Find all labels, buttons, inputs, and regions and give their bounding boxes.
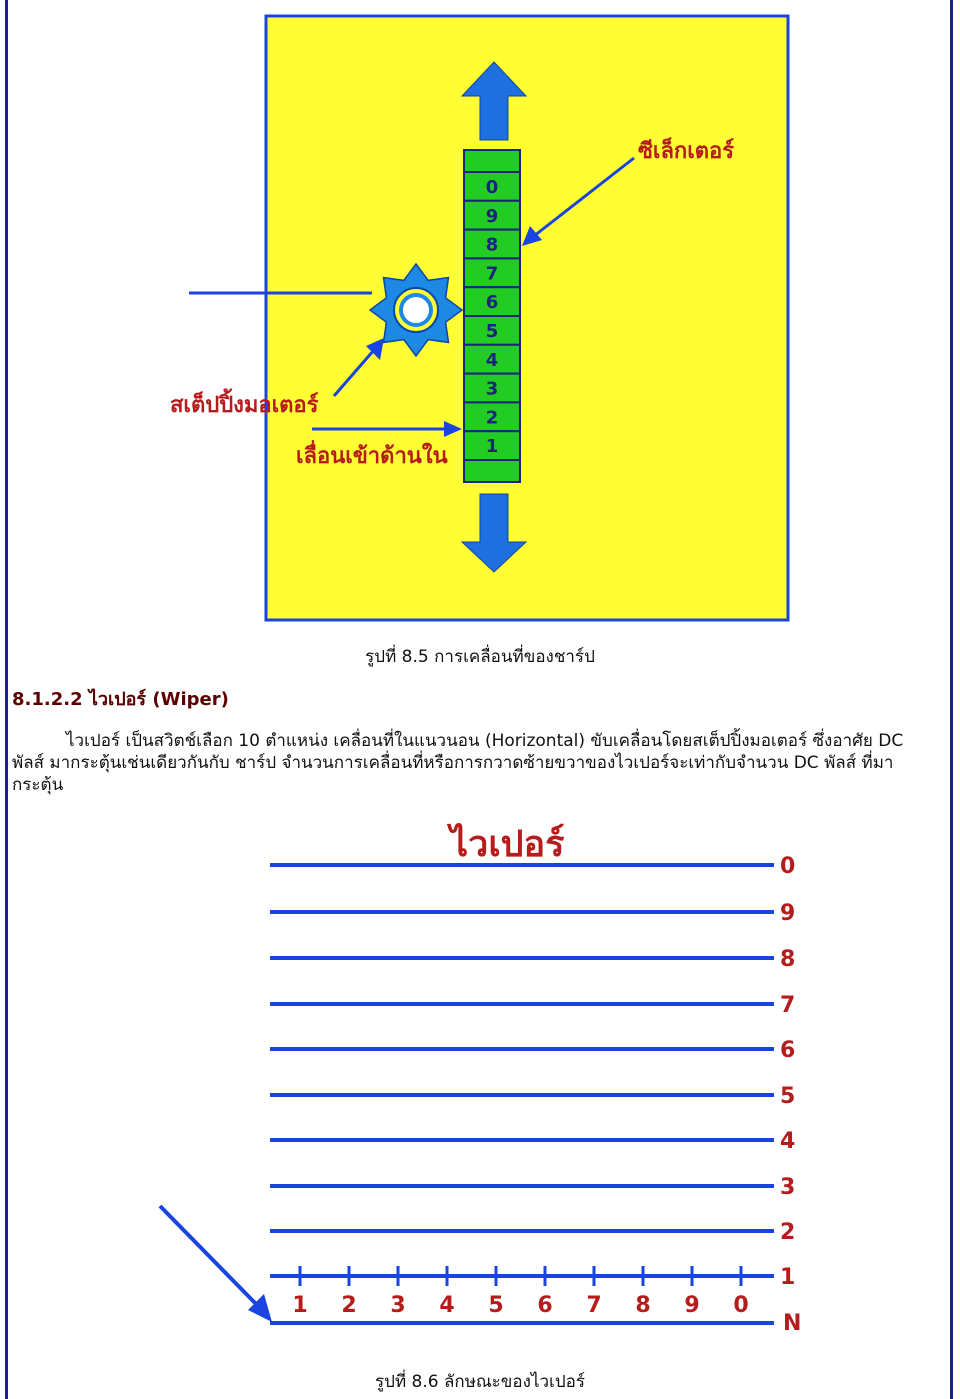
wiper-tick-label: 8 [635,1293,651,1318]
selector-digit: 9 [485,205,499,227]
selector-label: ซีเล็กเตอร์ [638,139,735,164]
wiper-line-label: 9 [780,901,796,926]
wiper-line-label: 5 [780,1084,796,1109]
wiper-line-label: 8 [780,947,796,972]
figure-wiper [0,800,960,1360]
stepping-motor-gear-icon [370,264,462,356]
wiper-line-label: 4 [780,1129,796,1154]
wiper-line-label: 0 [780,854,796,879]
selector-column [464,150,520,482]
slide-in-label: เลื่อนเข้าด้านใน [296,444,448,469]
wiper-pointer-line [160,1206,258,1306]
wiper-tick-label: 0 [733,1293,749,1318]
section-heading: 8.1.2.2 ไวเปอร์ (Wiper) [12,689,229,710]
wiper-title: ไวเปอร์ [450,824,565,865]
selector-digit: 5 [485,321,499,342]
wiper-tick-label: 9 [684,1293,700,1318]
wiper-line-label: 6 [780,1038,796,1063]
wiper-tick-label: 5 [488,1293,504,1318]
wiper-tick-label: 2 [341,1293,357,1318]
wiper-bottom-label: N [783,1311,802,1336]
selector-digit: 7 [485,263,499,285]
figure-background [266,16,788,620]
wiper-tick-label: 6 [537,1293,553,1318]
wiper-tick-label: 3 [390,1293,406,1318]
section-paragraph: ไวเปอร์ เป็นสวิตช์เลือก 10 ตำแหน่ง เคลื่อนที่ในแนวนอน (Horizontal) ขับเคลื่อนโดยสเต็ปปิ้งมอเตอร์ ซึ่งอาศัย DC พัลส์ มากระตุ้นเช่นเดียวกันกับ ชาร์ป จำนวนการเคลื่อนที่หรือการกวาดซ้ายขวาของไวเปอร์จะเท่ากับจำนวน DC พัลส์ ที่มากระตุ้น [12,731,904,795]
wiper-line-label: 1 [780,1265,796,1290]
selector-digit: 4 [485,349,499,371]
stepping-motor-label: สเต็ปปิ้งมอเตอร์ [170,393,319,418]
figure-selector-movement [0,0,960,640]
selector-digit: 1 [485,436,499,458]
selector-digit: 0 [485,177,499,198]
selector-digit: 6 [485,292,499,314]
selector-digit: 3 [485,378,499,400]
wiper-tick-label: 1 [292,1293,308,1318]
wiper-line-label: 3 [780,1175,796,1200]
wiper-line-label: 2 [780,1220,796,1245]
figure-8-6-caption: รูปที่ 8.6 ลักษณะของไวเปอร์ [375,1372,585,1392]
selector-digit: 8 [485,234,499,256]
figure-8-5-caption: รูปที่ 8.5 การเคลื่อนที่ของชาร์ป [365,647,595,667]
wiper-tick-label: 4 [439,1293,455,1318]
selector-digit: 2 [485,407,499,429]
wiper-tick-label: 7 [586,1293,602,1318]
wiper-line-label: 7 [780,993,796,1018]
